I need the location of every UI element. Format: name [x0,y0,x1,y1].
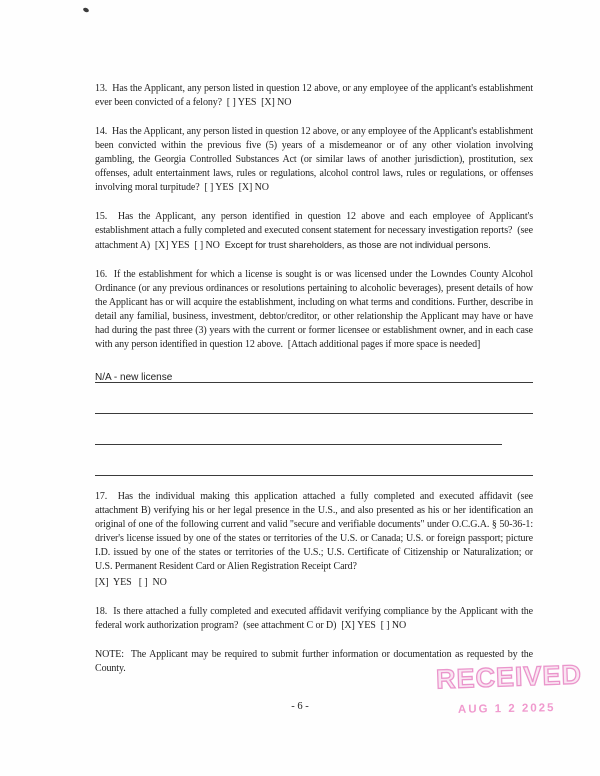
document-body [95,82,533,691]
answer-lines [95,367,533,476]
scan-artifact [82,7,89,13]
question-15-handwritten-note: Except for trust shareholders, as those are not individual persons. [224,239,491,250]
question-14: 14. Has the Applicant, any person listed in question 12 above, or any employee of the Applicant's establishment been convicted within the previous five (5) years of a misdemeanor or of any other violation involving gambling, the Georgia Controlled Substances Act (or similar laws of another jurisdiction), prostitution, sex offenses, adult entertainment laws, rules or regulations, alcohol control laws, rules or regulations, or offenses involving moral turpitude? [ ] YES [X] NO [95,126,534,193]
question-18: 18. Is there attached a fully completed and executed affidavit verifying compliance by the Applicant with the federal work authorization program? (see attachment C or D) [X] YES [ ] NO [95,606,533,631]
answer-line-4 [95,445,533,476]
received-stamp: RECEIVED [435,659,583,695]
answer-line-2 [95,383,533,414]
answer-line-1 [95,367,533,383]
question-15 [95,210,533,253]
question-17: 17. Has the individual making this application attached a fully completed and executed affidavit (see attachment B) verifying his or her legal presence in the U.S., and also presented as his or her identification an original of one of the following current and valid "secure and verifiable documents" under O.C.G.A. § 50-36-1: driver's license issued by one of the states or territories of the U.S. or Canada; U.S. or foreign passport; picture I.D. issued by one of the states or territories of the U.S.; U.S. Certificate of Citizenship or Naturalization; or U.S. Permanent Resident Card or Alien Registration Receipt Card? [95,491,533,572]
question-15-text: 15. Has the Applicant, any person identified in question 12 above and each employee of Applicant's establishment attach a fully completed and executed consent statement for necessary investigation reports? (see attachment A) [X] YES [ ] NO [95,211,533,251]
date-stamp: AUG 1 2 2025 [457,702,556,716]
note-paragraph: NOTE: The Applicant may be required to submit further information or documentation as requested by the County. [95,649,533,674]
page-number: - 6 - [291,701,309,712]
question-16: 16. If the establishment for which a license is sought is or was licensed under the Lowndes County Alcohol Ordinance (or any previous ordinances or resolutions pertaining to alcoholic beverages), present details of how the Applicant has or will acquire the establishment, including on what terms and conditions. Further, describe in detail any familial, business, investment, debtor/creditor, or other relationship the Applicant may have or have had during the past three (3) years with the current or former licensee or establishment owner, and in each case with any person identified in question 12 above. [Attach additional pages if more space is needed] [95,269,533,350]
answer-line-3 [95,414,502,445]
question-17-answer-boxes: [X] YES [ ] NO [95,577,167,588]
handwritten-answer: N/A - new license [95,372,173,383]
question-13: 13. Has the Applicant, any person listed in question 12 above, or any employee of the applicant's establishment ever been convicted of a felony? [ ] YES [X] NO [95,83,533,108]
